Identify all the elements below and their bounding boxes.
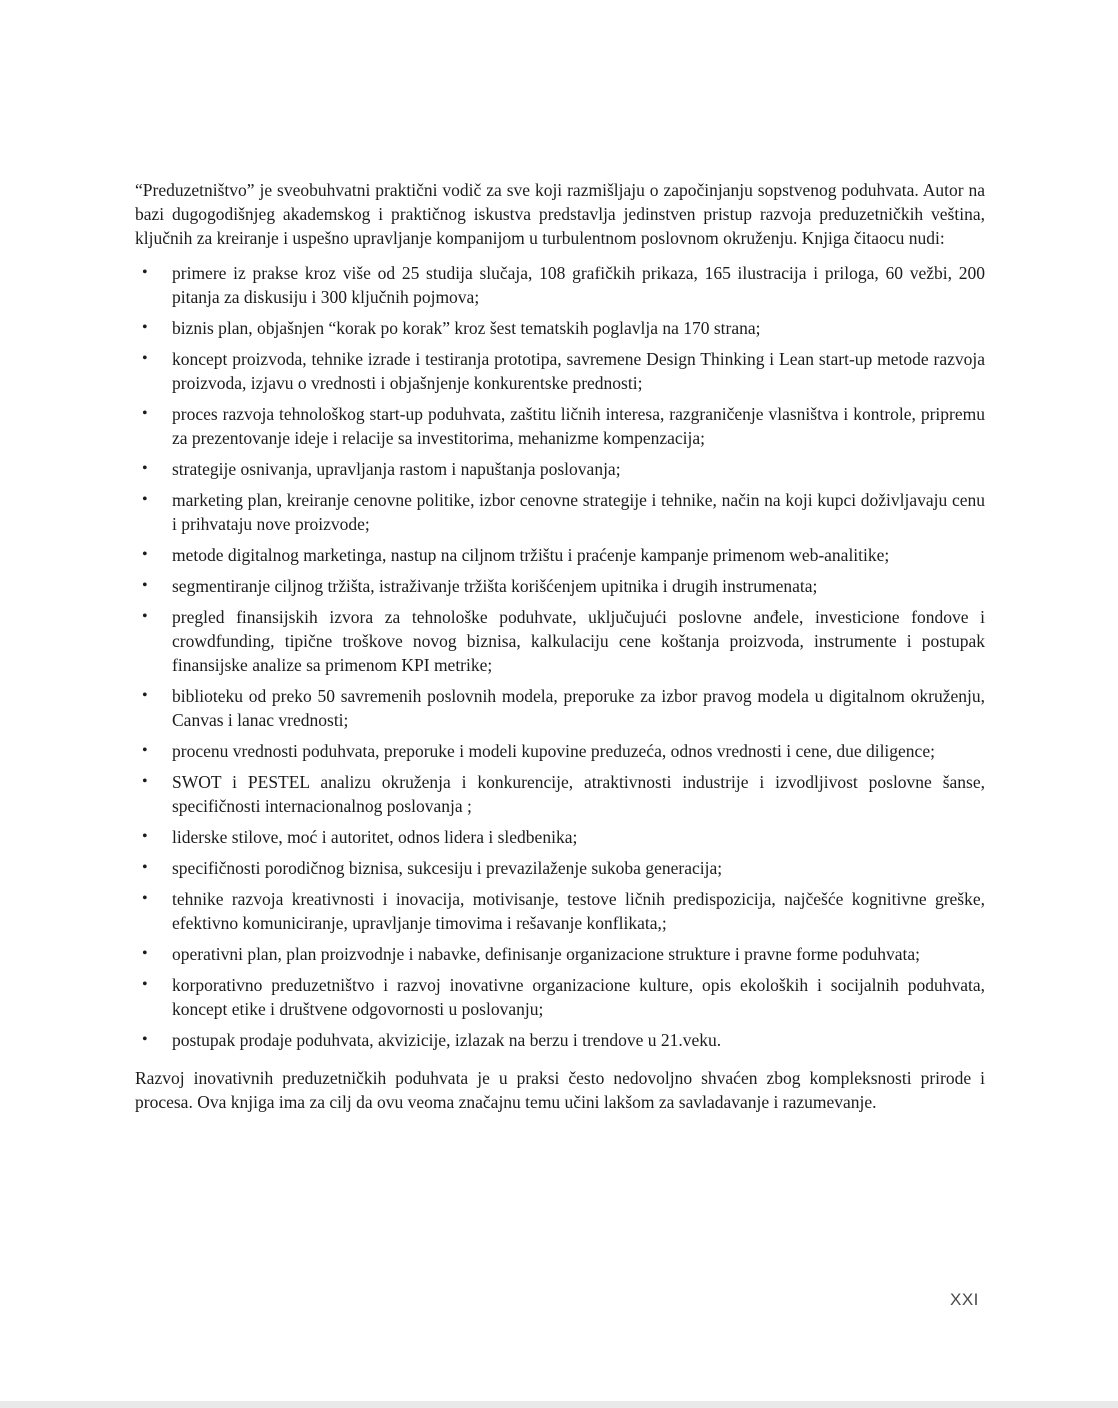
list-item: • specifičnosti porodičnog biznisa, sukcesiju i prevazilaženje sukoba generacija;: [135, 856, 985, 880]
list-item: • metode digitalnog marketinga, nastup na ciljnom tržištu i praćenje kampanje primenom web-analitike;: [135, 543, 985, 567]
list-item: • primere iz prakse kroz više od 25 studija slučaja, 108 grafičkih prikaza, 165 ilustracija i priloga, 60 vežbi, 200 pitanja za diskusiju i 300 ključnih pojmova;: [135, 261, 985, 309]
list-item: • biblioteku od preko 50 savremenih poslovnih modela, preporuke za izbor pravog modela u digitalnom okruženju, Canvas i lanac vrednosti;: [135, 684, 985, 732]
list-item: • koncept proizvoda, tehnike izrade i testiranja prototipa, savremene Design Thinking i Lean start-up metode razvoja proizvoda, izjavu o vrednosti i objašnjenje konkurentske prednosti;: [135, 347, 985, 395]
list-item: • operativni plan, plan proizvodnje i nabavke, definisanje organizacione strukture i pravne forme poduhvata;: [135, 942, 985, 966]
page-content: [135, 178, 985, 1114]
list-item: • SWOT i PESTEL analizu okruženja i konkurencije, atraktivnosti industrije i izvodljivost poslovne šanse, specifičnosti internacionalnog poslovanja ;: [135, 770, 985, 818]
list-item: • procenu vrednosti poduhvata, preporuke i modeli kupovine preduzeća, odnos vrednosti i cene, due diligence;: [135, 739, 985, 763]
list-item: • biznis plan, objašnjen “korak po korak” kroz šest tematskih poglavlja na 170 strana;: [135, 316, 985, 340]
list-item: • marketing plan, kreiranje cenovne politike, izbor cenovne strategije i tehnike, način na koji kupci doživljavaju cenu i prihvataju nove proizvode;: [135, 488, 985, 536]
page-bottom-divider: [0, 1401, 1118, 1408]
bullet-list: [135, 261, 985, 1052]
list-item: • segmentiranje ciljnog tržišta, istraživanje tržišta korišćenjem upitnika i drugih instrumenata;: [135, 574, 985, 598]
list-item: • tehnike razvoja kreativnosti i inovacija, motivisanje, testove ličnih predispozicija, najčešće kognitivne greške, efektivno komuniciranje, upravljanje timovima i rešavanje konflikata,;: [135, 887, 985, 935]
list-item: • postupak prodaje poduhvata, akvizicije, izlazak na berzu i trendove u 21.veku.: [135, 1028, 985, 1052]
list-item: • strategije osnivanja, upravljanja rastom i napuštanja poslovanja;: [135, 457, 985, 481]
list-item: • korporativno preduzetništvo i razvoj inovativne organizacione kulture, opis ekoloških i socijalnih poduhvata, koncept etike i društvene odgovornosti u poslovanju;: [135, 973, 985, 1021]
intro-paragraph: “Preduzetništvo” je sveobuhvatni praktični vodič za sve koji razmišljaju o započinjanju sopstvenog poduhvata. Autor na bazi dugogodišnjeg akademskog i praktičnog iskustva predstavlja jedinstven pristup razvoja preduzetničkih veština, ključnih za kreiranje i uspešno upravljanje kompanijom u turbulentnom poslovnom okruženju. Knjiga čitaocu nudi:: [135, 180, 985, 248]
list-item: • proces razvoja tehnološkog start-up poduhvata, zaštitu ličnih interesa, razgraničenje vlasništva i kontrole, pripremu za prezentovanje ideje i relacije sa investitorima, mehanizme kompenzacija;: [135, 402, 985, 450]
list-item: • pregled finansijskih izvora za tehnološke poduhvate, uključujući poslovne anđele, investicione fondove i crowdfunding, tipične troškove novog biznisa, kalkulaciju cene koštanja proizvoda, instrumente i postupak finansijske analize sa primenom KPI metrike;: [135, 605, 985, 677]
list-item: • liderske stilove, moć i autoritet, odnos lidera i sledbenika;: [135, 825, 985, 849]
page-number: XXI: [950, 1290, 979, 1309]
closing-paragraph: Razvoj inovativnih preduzetničkih poduhvata je u praksi često nedovoljno shvaćen zbog kompleksnosti prirode i procesa. Ova knjiga ima za cilj da ovu veoma značajnu temu učini lakšom za savladavanje i razumevanje.: [135, 1068, 985, 1112]
